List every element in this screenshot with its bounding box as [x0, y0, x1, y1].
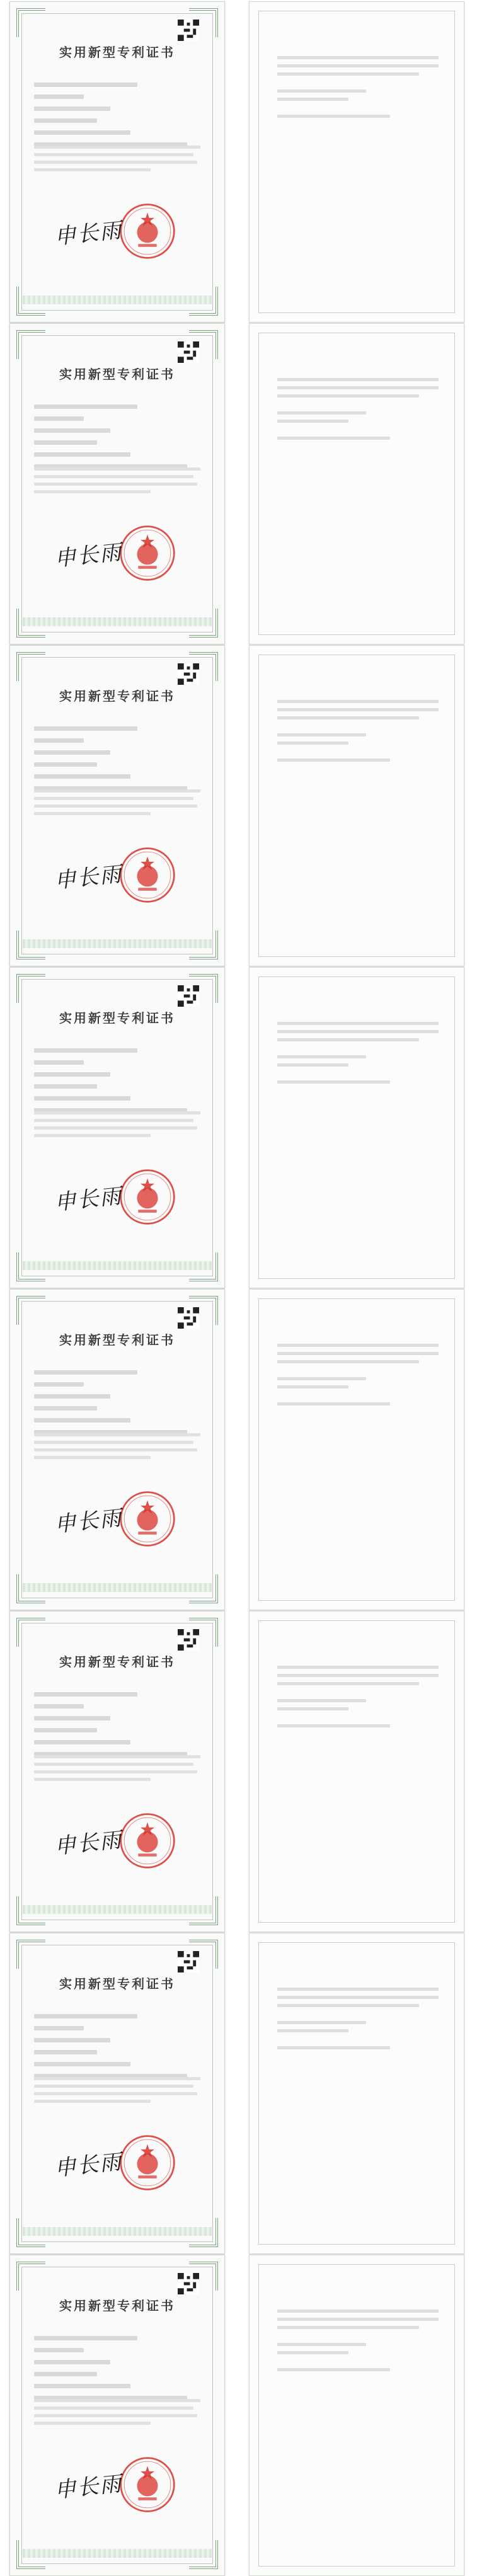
corner-ornament: [16, 974, 45, 1003]
certificate-attachment-page: [249, 2255, 464, 2576]
certificate-title: 实用新型专利证书: [59, 1976, 175, 1991]
signature: 申长雨: [53, 1505, 124, 1538]
certificate-fields: [34, 726, 200, 798]
attachment-text: [277, 1344, 439, 1411]
certificate-fields: [34, 404, 200, 476]
signature: 申长雨: [53, 861, 124, 894]
qr-code-icon: [178, 663, 199, 685]
certificate-page: [9, 1289, 225, 1610]
attachment-text: [277, 2310, 439, 2376]
certificate-title: 实用新型专利证书: [59, 1332, 175, 1348]
signature: 申长雨: [53, 1183, 124, 1216]
certificate-statement: [34, 1755, 200, 1785]
certificate-title: 实用新型专利证书: [59, 1010, 175, 1026]
decorative-band: [23, 2227, 212, 2236]
decorative-band: [23, 295, 212, 304]
corner-ornament: [16, 652, 45, 681]
certificate-page: [9, 1611, 225, 1932]
certificate-statement: [34, 1433, 200, 1463]
decorative-band: [23, 1583, 212, 1592]
certificate-fields: [34, 2014, 200, 2086]
corner-ornament: [16, 330, 45, 359]
certificate-statement: [34, 1111, 200, 1142]
corner-ornament: [16, 1940, 45, 1969]
signature: 申长雨: [53, 2149, 124, 2182]
attachment-text: [277, 1988, 439, 2054]
national-emblem-seal-icon: [118, 1812, 176, 1870]
certificate-attachment-page: [249, 323, 464, 644]
signature: 申长雨: [53, 539, 124, 572]
decorative-band: [23, 617, 212, 626]
attachment-text: [277, 378, 439, 445]
attachment-text: [277, 1666, 439, 1732]
signature: 申长雨: [53, 1827, 124, 1860]
national-emblem-seal-icon: [118, 2456, 176, 2514]
certificate-attachment-page: [249, 645, 464, 966]
signature: 申长雨: [53, 217, 124, 250]
qr-code-icon: [178, 1307, 199, 1329]
national-emblem-seal-icon: [118, 2134, 176, 2192]
national-emblem-seal-icon: [118, 846, 176, 904]
certificate-attachment-page: [249, 1, 464, 323]
decorative-band: [23, 1905, 212, 1914]
decorative-band: [23, 1261, 212, 1270]
corner-ornament: [16, 1296, 45, 1325]
attachment-text: [277, 1022, 439, 1089]
certificate-statement: [34, 2077, 200, 2107]
qr-code-icon: [178, 341, 199, 363]
certificate-attachment-page: [249, 1933, 464, 2254]
certificate-page: [9, 2255, 225, 2576]
decorative-band: [23, 939, 212, 948]
certificate-statement: [34, 2399, 200, 2429]
certificate-page: [9, 645, 225, 966]
certificate-attachment-page: [249, 1289, 464, 1610]
national-emblem-seal-icon: [118, 1490, 176, 1548]
certificate-statement: [34, 467, 200, 498]
qr-code-icon: [178, 1951, 199, 1972]
certificate-page: [9, 323, 225, 644]
certificate-page: [9, 967, 225, 1288]
qr-code-icon: [178, 985, 199, 1007]
signature: 申长雨: [53, 2471, 124, 2504]
qr-code-icon: [178, 20, 199, 41]
certificate-statement: [34, 146, 200, 176]
qr-code-icon: [178, 1629, 199, 1651]
attachment-text: [277, 56, 439, 123]
national-emblem-seal-icon: [118, 202, 176, 260]
attachment-text: [277, 700, 439, 767]
certificate-title: 实用新型专利证书: [59, 2298, 175, 2313]
certificate-page: [9, 1933, 225, 2254]
certificate-title: 实用新型专利证书: [59, 367, 175, 382]
corner-ornament: [16, 1618, 45, 1647]
qr-code-icon: [178, 2273, 199, 2294]
certificate-fields: [34, 1048, 200, 1120]
certificate-attachment-page: [249, 967, 464, 1288]
national-emblem-seal-icon: [118, 1168, 176, 1226]
corner-ornament: [16, 2262, 45, 2291]
certificate-fields: [34, 2336, 200, 2408]
certificate-attachment-page: [249, 1611, 464, 1932]
certificate-fields: [34, 1370, 200, 1442]
certificate-title: 实用新型专利证书: [59, 689, 175, 704]
national-emblem-seal-icon: [118, 524, 176, 582]
certificate-title: 实用新型专利证书: [59, 1654, 175, 1669]
certificate-fields: [34, 83, 200, 154]
corner-ornament: [16, 8, 45, 37]
certificate-statement: [34, 789, 200, 820]
decorative-band: [23, 2549, 212, 2558]
certificate-title: 实用新型专利证书: [59, 45, 175, 60]
certificate-fields: [34, 1692, 200, 1764]
certificate-page: [9, 1, 225, 323]
